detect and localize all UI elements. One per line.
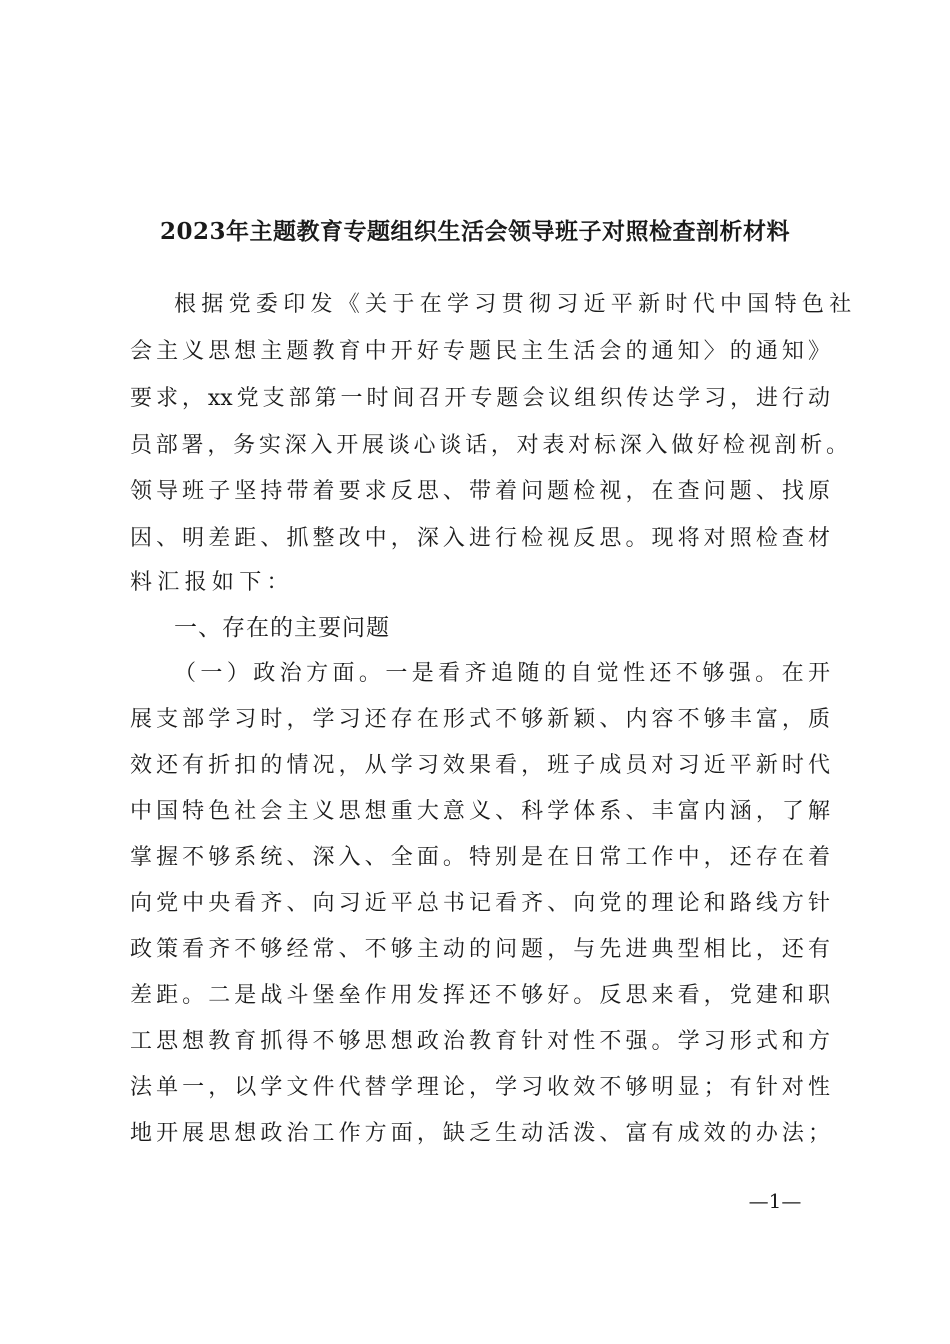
paragraph-line: 料汇报如下： xyxy=(130,570,294,595)
document-title: 2023年主题教育专题组织生活会领导班子对照检查剖析材料 xyxy=(159,218,790,245)
paragraph-line: 员部署，务实深入开展谈心谈话，对表对标深入做好检视剖析。 xyxy=(130,433,848,458)
paragraph-line: 会主义思想主题教育中开好专题民主生活会的通知〉的通知》 xyxy=(130,339,830,364)
paragraph-line: 领导班子坚持带着要求反思、带着问题检视，在查问题、找原 xyxy=(130,479,830,504)
paragraph-line: 因、明差距、抓整改中，深入进行检视反思。现将对照检查材 xyxy=(130,526,830,551)
paragraph-line: （一）政治方面。一是看齐追随的自觉性还不够强。在开 xyxy=(174,661,830,686)
paragraph-line: 中国特色社会主义思想重大意义、科学体系、丰富内涵，了解 xyxy=(130,799,830,824)
paragraph-line: 要求，xx党支部第一时间召开专题会议组织传达学习，进行动 xyxy=(130,386,830,411)
paragraph-line: 展支部学习时，学习还存在形式不够新颖、内容不够丰富，质 xyxy=(130,707,830,732)
paragraph-line: 掌握不够系统、深入、全面。特别是在日常工作中，还存在着 xyxy=(130,845,830,870)
paragraph-line: 效还有折扣的情况，从学习效果看，班子成员对习近平新时代 xyxy=(130,753,830,778)
paragraph-line: 工思想教育抓得不够思想政治教育针对性不强。学习形式和方 xyxy=(130,1029,830,1054)
paragraph-line: 差距。二是战斗堡垒作用发挥还不够好。反思来看，党建和职 xyxy=(130,983,830,1008)
page-number: —1— xyxy=(748,1189,802,1213)
paragraph-line: 法单一，以学文件代替学理论，学习收效不够明显；有针对性 xyxy=(130,1075,830,1100)
paragraph-line: 地开展思想政治工作方面，缺乏生动活泼、富有成效的办法； xyxy=(130,1121,830,1146)
paragraph-line: 向党中央看齐、向习近平总书记看齐、向党的理论和路线方针 xyxy=(130,891,830,916)
section-heading: 一、存在的主要问题 xyxy=(174,615,390,641)
paragraph-line: 政策看齐不够经常、不够主动的问题，与先进典型相比，还有 xyxy=(130,937,830,962)
paragraph-line: 根据党委印发《关于在学习贯彻习近平新时代中国特色社 xyxy=(174,292,857,317)
